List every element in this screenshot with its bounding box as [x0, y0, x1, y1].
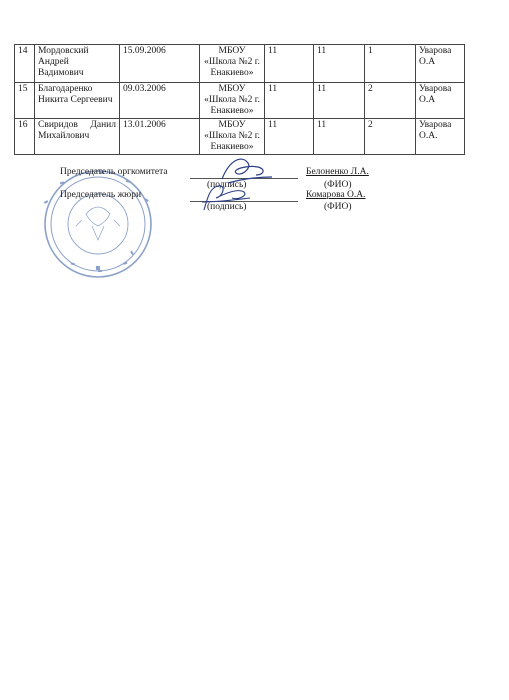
row-number: 16: [15, 119, 35, 155]
teacher-name: Уварова О.А.: [416, 119, 465, 155]
teacher-name: Уварова О.А: [416, 83, 465, 119]
orgcom-sign-caption: (подпись): [207, 180, 247, 190]
student-name: Мордовский Андрей Вадимович: [35, 45, 120, 83]
place: 2: [365, 119, 416, 155]
grade: 11: [265, 45, 314, 83]
birth-date: 09.03.2006: [120, 83, 200, 119]
place: 2: [365, 83, 416, 119]
orgcom-chair-name: Белоненко Л.А.: [306, 167, 369, 177]
orgcom-fio-caption: (ФИО): [324, 180, 352, 190]
row-number: 15: [15, 83, 35, 119]
student-name: Благодаренко Никита Сергеевич: [35, 83, 120, 119]
jury-fio-caption: (ФИО): [324, 202, 352, 212]
birth-date: 13.01.2006: [120, 119, 200, 155]
official-seal: [42, 168, 154, 280]
table-row: [15, 119, 465, 155]
table-row: [15, 45, 465, 83]
birth-date: 15.09.2006: [120, 45, 200, 83]
jury-handwritten-signature: [198, 180, 256, 214]
jury-chair-label: Председатель жюри: [60, 190, 142, 200]
class: 11: [314, 83, 365, 119]
class: 11: [314, 119, 365, 155]
teacher-name: Уварова О.А: [416, 45, 465, 83]
student-name: Свиридов Данил Михайлович: [35, 119, 120, 155]
jury-sign-caption: (подпись): [207, 202, 247, 212]
place: 1: [365, 45, 416, 83]
class: 11: [314, 45, 365, 83]
results-table: [14, 44, 465, 155]
table-row: [15, 83, 465, 119]
school-name: МБОУ «Школа №2 г. Енакиево»: [200, 119, 265, 155]
orgcom-chair-label: Председатель оргкомитета: [60, 167, 168, 177]
grade: 11: [265, 119, 314, 155]
grade: 11: [265, 83, 314, 119]
school-name: МБОУ «Школа №2 г. Енакиево»: [200, 83, 265, 119]
jury-chair-name: Комарова О.А.: [306, 190, 366, 200]
row-number: 14: [15, 45, 35, 83]
school-name: МБОУ «Школа №2 г. Енакиево»: [200, 45, 265, 83]
